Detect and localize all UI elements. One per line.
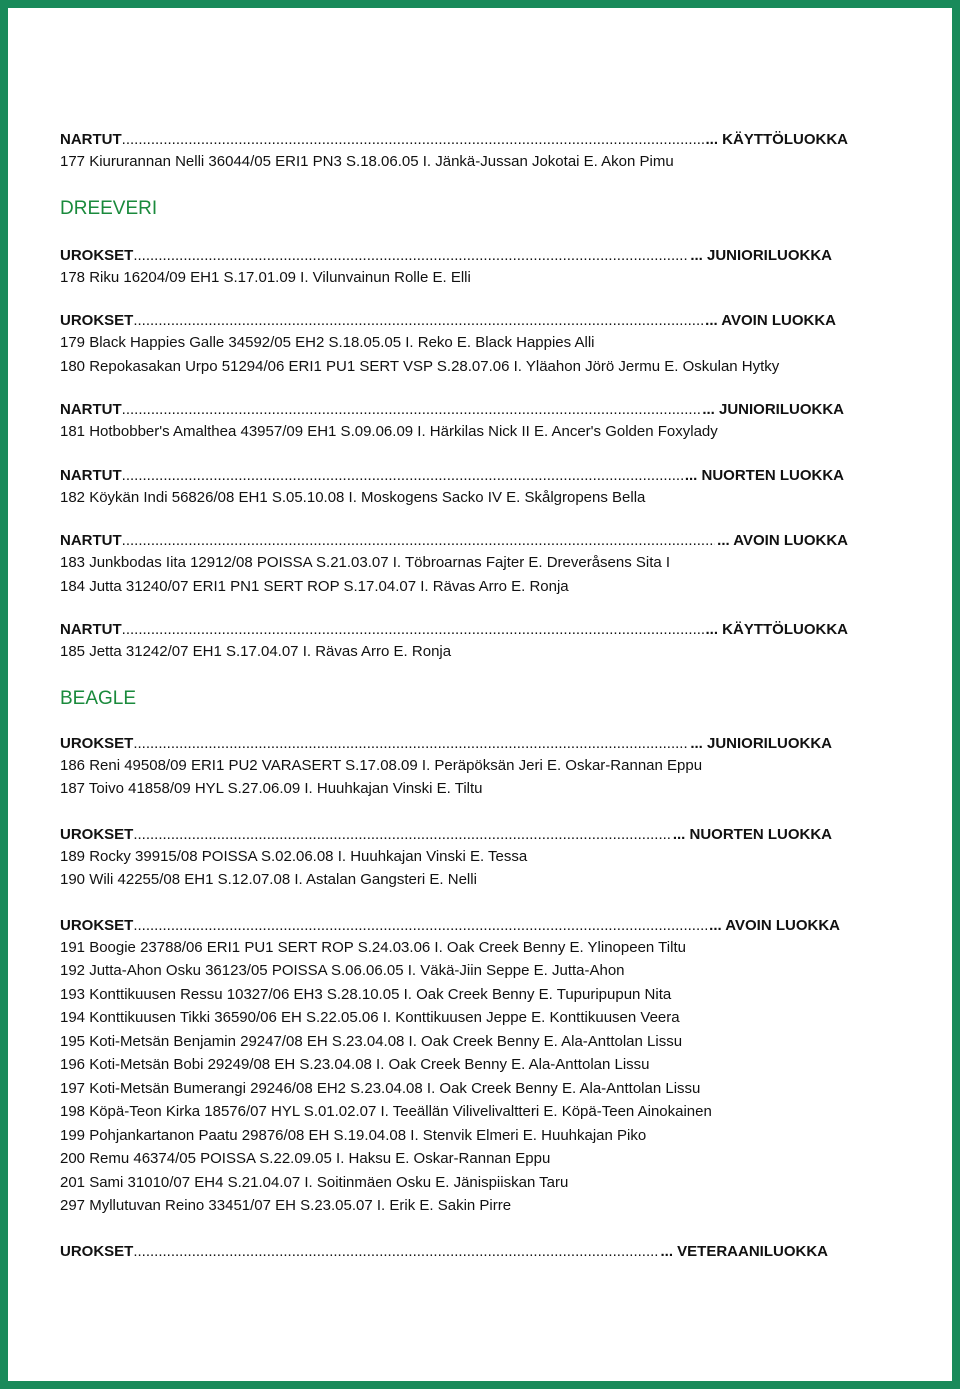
class-heading [60,825,832,845]
leader-dots [122,130,704,150]
leader-dots [133,825,670,845]
breed-section [60,198,860,220]
class-heading [60,916,840,936]
leader-dots [122,400,701,420]
class-heading [60,620,848,640]
class-section [60,466,860,510]
sex-label: UROKSET [60,246,134,264]
class-label: ... NUORTEN LUOKKA [672,825,832,843]
dog-entry: 179 Black Happies Galle 34592/05 EH2 S.18.05.05 I. Reko E. Black Happies Alli [60,334,595,351]
leader-dots [133,246,688,266]
dog-entry: 185 Jetta 31242/07 EH1 S.17.04.07 I. Rävas Arro E. Ronja [60,643,452,660]
class-heading [60,531,848,551]
dog-entry: 189 Rocky 39915/08 POISSA S.02.06.08 I. Huuhkajan Vinski E. Tessa [60,847,528,865]
dog-entry: 192 Jutta-Ahon Osku 36123/05 POISSA S.06.06.05 I. Väkä-Jiin Seppe E. Jutta-Ahon [60,962,625,979]
class-heading [60,400,844,420]
class-label: ... NUORTEN LUOKKA [684,466,844,484]
sex-label: NARTUT [60,401,122,418]
dog-entry: 186 Reni 49508/09 ERI1 PU2 VARASERT S.17.08.09 I. Peräpöksän Jeri E. Oskar-Rannan Eppu [60,756,703,774]
class-label: ... KÄYTTÖLUOKKA [705,131,848,148]
dog-entry: 182 Köykän Indi 56826/08 EH1 S.05.10.08 I. Moskogens Sacko IV E. Skålgropens Bella [60,488,646,506]
class-label: ... AVOIN LUOKKA [709,916,840,934]
class-section [60,400,860,444]
dog-entry: 196 Koti-Metsän Bobi 29249/08 EH S.23.04.08 I. Oak Creek Benny E. Ala-Anttolan Lissu [60,1056,650,1073]
sex-label: NARTUT [60,621,122,638]
dog-entry: 177 Kiururannan Nelli 36044/05 ERI1 PN3 S.18.06.05 I. Jänkä-Jussan Jokotai E. Akon Pimu [60,153,674,170]
class-heading [60,311,836,331]
leader-dots [133,1242,658,1262]
class-label: ... AVOIN LUOKKA [717,532,848,549]
sex-label: UROKSET [60,312,134,329]
leader-dots [133,734,688,754]
sex-label: NARTUT [60,466,122,484]
sex-label: NARTUT [60,131,122,148]
dog-entry: 181 Hotbobber's Amalthea 43957/09 EH1 S.09.06.09 I. Härkilas Nick II E. Ancer's Golden Foxylady [60,423,718,440]
breed-heading: DREEVERI [60,197,158,219]
class-section [60,130,860,174]
leader-dots [122,466,683,486]
sex-label: UROKSET [60,916,134,934]
leader-dots [122,531,716,551]
breed-heading: BEAGLE [60,687,137,709]
class-section [60,825,860,892]
dog-entry: 200 Remu 46374/05 POISSA S.22.09.05 I. Haksu E. Oskar-Rannan Eppu [60,1150,551,1167]
class-label: ... JUNIORILUOKKA [702,401,844,418]
dog-entry: 183 Junkbodas Iita 12912/08 POISSA S.21.03.07 I. Töbroarnas Fajter E. Dreveråsens Sita I [60,554,671,571]
class-heading [60,734,832,754]
class-section [60,1242,860,1262]
dog-entry: 184 Jutta 31240/07 ERI1 PN1 SERT ROP S.17.04.07 I. Rävas Arro E. Ronja [60,577,569,595]
leader-dots [133,311,703,331]
dog-entry: 193 Konttikuusen Ressu 10327/06 EH3 S.28.10.05 I. Oak Creek Benny E. Tupuripupun Nita [60,985,672,1003]
class-heading [60,1242,828,1262]
dog-entry: 194 Konttikuusen Tikki 36590/06 EH S.22.05.06 I. Konttikuusen Jeppe E. Konttikuusen Veera [60,1009,680,1026]
sex-label: NARTUT [60,532,122,549]
class-label: ... JUNIORILUOKKA [690,246,832,264]
sex-label: UROKSET [60,734,134,752]
class-heading [60,466,844,486]
class-section [60,246,860,290]
leader-dots [133,916,707,936]
class-label: ... VETERAANILUOKKA [660,1242,828,1260]
leader-dots [122,620,704,640]
class-section [60,916,860,1218]
dog-entry: 198 Köpä-Teon Kirka 18576/07 HYL S.01.02.07 I. Teeällän Vilivelivaltteri E. Köpä-Teen Ainokainen [60,1103,712,1120]
class-section [60,734,860,801]
class-label: ... JUNIORILUOKKA [690,734,832,752]
dog-entry: 190 Wili 42255/08 EH1 S.12.07.08 I. Astalan Gangsteri E. Nelli [60,871,477,888]
class-label: ... AVOIN LUOKKA [705,312,836,329]
dog-entry: 197 Koti-Metsän Bumerangi 29246/08 EH2 S.23.04.08 I. Oak Creek Benny E. Ala-Anttolan Lissu [60,1079,701,1097]
sex-label: UROKSET [60,825,134,843]
dog-entry: 178 Riku 16204/09 EH1 S.17.01.09 I. Vilunvainun Rolle E. Elli [60,268,471,286]
dog-entry: 187 Toivo 41858/09 HYL S.27.06.09 I. Huuhkajan Vinski E. Tiltu [60,780,483,797]
dog-entry: 201 Sami 31010/07 EH4 S.21.04.07 I. Soitinmäen Osku E. Jänispiiskan Taru [60,1173,569,1191]
dog-entry: 297 Myllutuvan Reino 33451/07 EH S.23.05.07 I. Erik E. Sakin Pirre [60,1197,512,1214]
class-section [60,620,860,664]
dog-entry: 195 Koti-Metsän Benjamin 29247/08 EH S.23.04.08 I. Oak Creek Benny E. Ala-Anttolan Lissu [60,1032,683,1050]
class-section [60,531,860,598]
dog-entry: 191 Boogie 23788/06 ERI1 PU1 SERT ROP S.24.03.06 I. Oak Creek Benny E. Ylinopeen Tiltu [60,938,686,956]
dog-entry: 180 Repokasakan Urpo 51294/06 ERI1 PU1 SERT VSP S.28.07.06 I. Yläahon Jörö Jermu E. Oskulan Hytky [60,357,780,375]
class-heading [60,130,848,150]
breed-section [60,688,860,710]
class-label: ... KÄYTTÖLUOKKA [705,621,848,638]
document-page [60,108,860,1262]
class-heading [60,246,832,266]
class-section [60,311,860,378]
dog-entry: 199 Pohjankartanon Paatu 29876/08 EH S.19.04.08 I. Stenvik Elmeri E. Huuhkajan Piko [60,1126,647,1144]
sex-label: UROKSET [60,1242,134,1260]
